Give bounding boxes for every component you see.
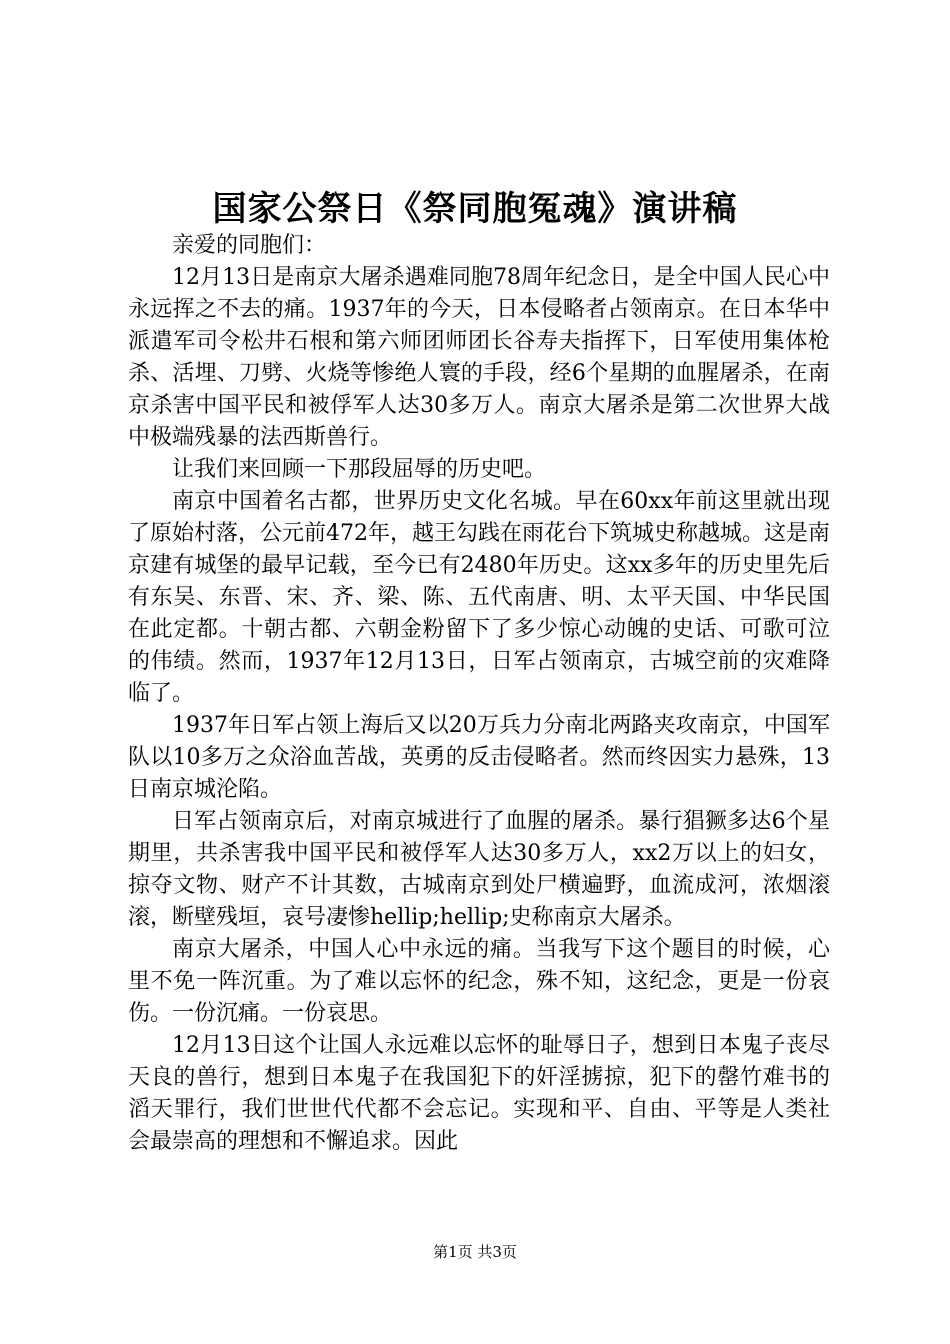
document-title: 国家公祭日《祭同胞冤魂》演讲稿	[212, 189, 738, 229]
page-number-footer: 第1页 共3页	[433, 1243, 517, 1261]
body-paragraph: 日军占领南京后，对南京城进行了血腥的屠杀。暴行猖獗多达6个星期里，共杀害我中国平民和被俘军人达30多万人，xx2万以上的妇女，掠夺文物、财产不计其数，古城南京到处尸横遍野，血流成河，浓烟滚滚，断壁残垣，哀号凄惨hellip;hellip;史称南京大屠杀。	[128, 809, 830, 930]
body-paragraph: 让我们来回顾一下那段屈辱的历史吧。	[172, 457, 547, 482]
body-paragraph: 南京中国着名古都，世界历史文化名城。早在60xx年前这里就出现了原始村落，公元前472年，越王勾践在雨花台下筑城史称越城。这是南京建有城堡的最早记载，至今已有2480年历史。这xx多年的历史里先后有东吴、东晋、宋、齐、梁、陈、五代南唐、明、太平天国、中华民国在此定都。十朝古都、六朝金粉留下了多少惊心动魄的史话、可歌可泣的伟绩。然而，1937年12月13日，日军占领南京，古城空前的灾难降临了。	[128, 489, 830, 706]
salutation-paragraph: 亲爱的同胞们：	[172, 233, 327, 258]
body-paragraph: 12月13日是南京大屠杀遇难同胞78周年纪念日，是全中国人民心中永远挥之不去的痛。1937年的今天，日本侵略者占领南京。在日本华中派遣军司令松井石根和第六师团师团长谷寿夫指挥下，日军使用集体枪杀、活埋、刀劈、火烧等惨绝人寰的手段，经6个星期的血腥屠杀，在南京杀害中国平民和被俘军人达30多万人。南京大屠杀是第二次世界大战中极端残暴的法西斯兽行。	[128, 265, 830, 450]
document-body	[128, 230, 830, 1158]
body-paragraph: 1937年日军占领上海后又以20万兵力分南北两路夹攻南京，中国军队以10多万之众浴血苦战，英勇的反击侵略者。然而终因实力悬殊，13日南京城沦陷。	[128, 713, 830, 802]
body-paragraph: 南京大屠杀，中国人心中永远的痛。当我写下这个题目的时候，心里不免一阵沉重。为了难以忘怀的纪念，殊不知，这纪念，更是一份哀伤。一份沉痛。一份哀思。	[128, 937, 830, 1026]
body-paragraph: 12月13日这个让国人永远难以忘怀的耻辱日子，想到日本鬼子丧尽天良的兽行，想到日本鬼子在我国犯下的奸淫掳掠，犯下的罄竹难书的滔天罪行，我们世世代代都不会忘记。实现和平、自由、平等是人类社会最崇高的理想和不懈追求。因此	[128, 1033, 830, 1154]
